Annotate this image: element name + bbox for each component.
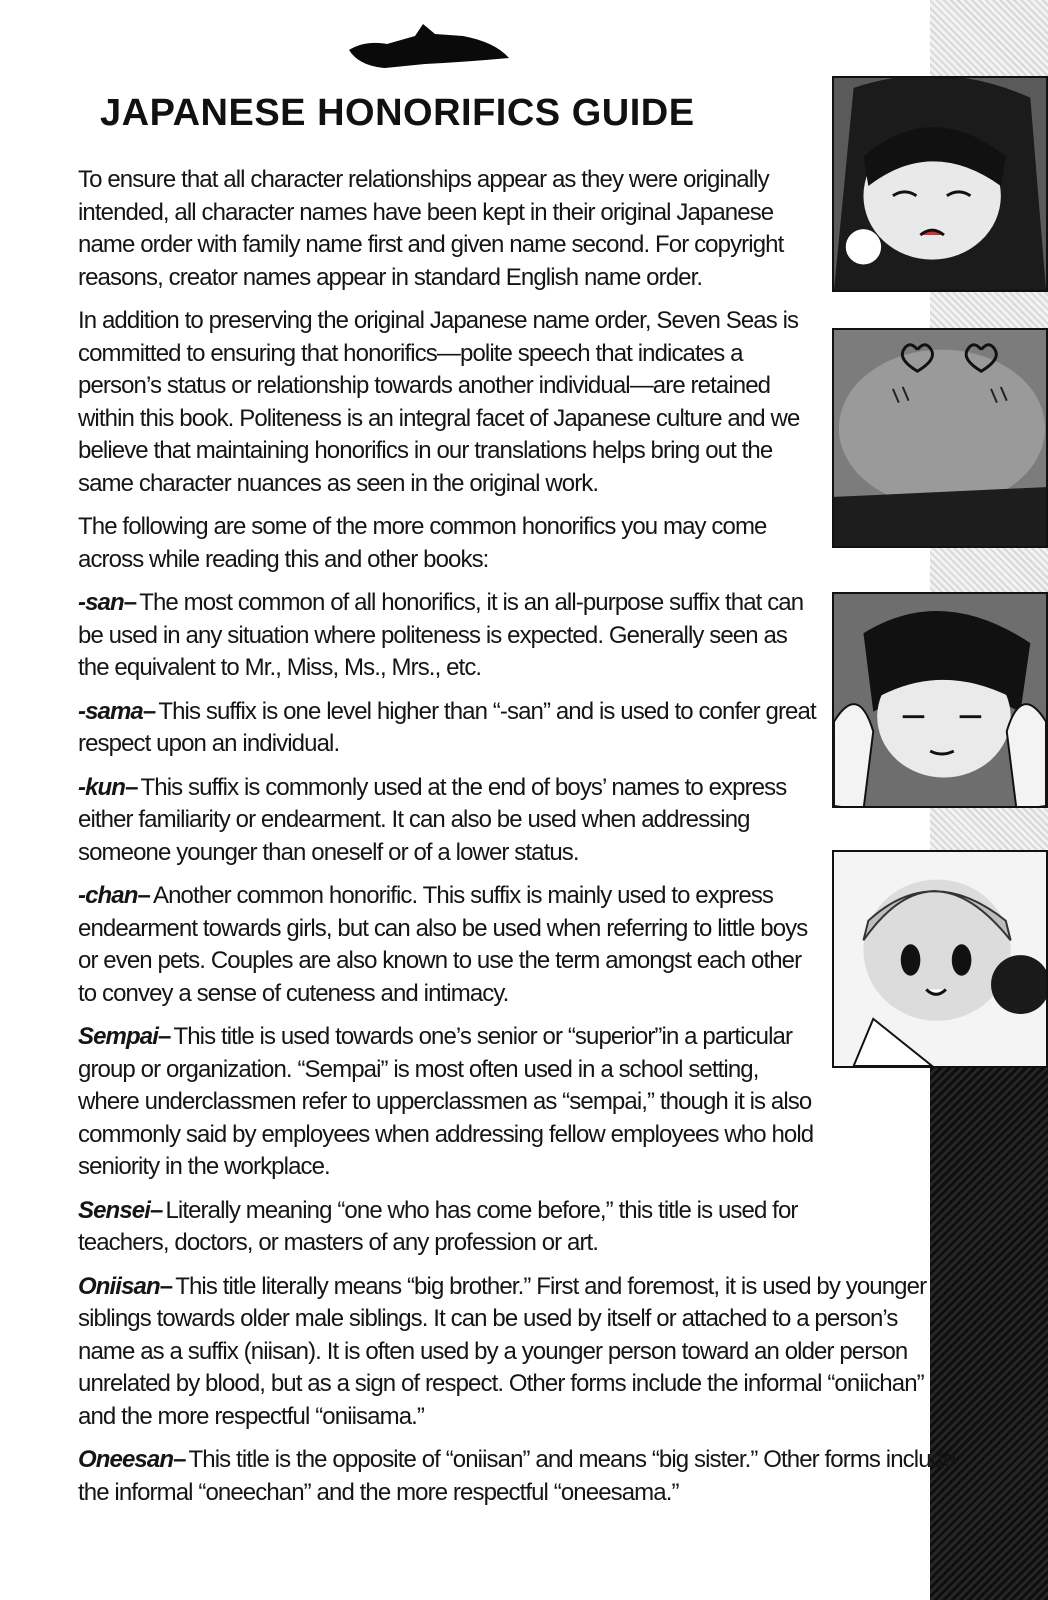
honorific-term: -san bbox=[78, 589, 124, 616]
seven-seas-ship-logo bbox=[345, 18, 513, 74]
term-dash: – bbox=[149, 1196, 163, 1224]
honorific-entry bbox=[78, 1021, 818, 1184]
honorific-definition: This title literally means “big brother.” First and foremost, it is used by younger siblings towards older male siblings. It can be used by itself or attached to a person’s name as a suffix (niisan). It is often used by a younger person toward an older person unrelated by blood, but as a sign of respect. Other forms include the informal “oniichan” and the more respectful “oniisama.” bbox=[78, 1272, 927, 1430]
honorific-entry bbox=[78, 1271, 958, 1434]
honorific-definition: The most common of all honorifics, it is an all-purpose suffix that can be used in any situation where politeness is expected. Generally seen as the equivalent to Mr., Miss, Ms., Mrs., etc. bbox=[78, 589, 804, 681]
honorific-entry bbox=[78, 696, 818, 761]
honorific-term: Sensei bbox=[78, 1196, 150, 1224]
intro-paragraph: To ensure that all character relationships appear as they were originally intended, all character names have been kept in their original Japanese name order with family name first and given name second. For copyright reasons, creator names appear in standard English name order. bbox=[78, 166, 784, 291]
honorific-term: -chan bbox=[78, 882, 138, 909]
embarrassed-boy-panel bbox=[832, 592, 1048, 808]
term-dash: – bbox=[142, 697, 156, 725]
honorific-entry bbox=[78, 587, 818, 685]
honorific-term: -sama bbox=[78, 697, 143, 725]
term-dash: – bbox=[157, 1023, 171, 1050]
honorific-term: Sempai bbox=[78, 1023, 158, 1050]
intro-paragraph: The following are some of the more common honorifics you may come across while reading this and other books: bbox=[78, 513, 767, 573]
term-dash: – bbox=[173, 1446, 186, 1473]
honorific-term: Oneesan bbox=[78, 1446, 174, 1473]
honorific-definition: This suffix is commonly used at the end of boys’ names to express either familiarity or endearment. It can also be used when addressing someone younger than oneself or of a lower status. bbox=[78, 773, 787, 866]
honorific-definition: Another common honorific. This suffix is mainly used to express endearment towards girls, but can also be used when referring to little boys or even pets. Couples are also known to use the term amongst each other to convey a sense of cuteness and intimacy. bbox=[78, 882, 808, 1007]
honorific-entry bbox=[78, 1195, 818, 1260]
honorific-definition: Literally meaning “one who has come before,” this title is used for teachers, doctors, or masters of any profession or art. bbox=[78, 1196, 798, 1256]
page-title: JAPANESE HONORIFICS GUIDE bbox=[100, 92, 695, 134]
blushing-girl-panel bbox=[832, 76, 1048, 292]
honorifics-guide-body bbox=[78, 164, 956, 1520]
honorific-definition: This title is used towards one’s senior or “superior”in a particular group or organization. “Sempai” is most often used in a school setting, where underclassmen refer to upperclassmen as “sempai,” though it is also commonly said by employees when addressing fellow employees who hold seniority in the workplace. bbox=[78, 1023, 814, 1180]
intro-paragraph: In addition to preserving the original Japanese name order, Seven Seas is committed to ensuring that honorifics—polite speech that indicates a person’s status or relationship towards another individual—are retained within this book. Politeness is an integral facet of Japanese culture and we believe that maintaining honorifics in our translations helps bring out the same character nuances as seen in the original work. bbox=[78, 307, 800, 497]
honorific-term: Oniisan bbox=[78, 1272, 160, 1300]
honorific-definition: This suffix is one level higher than “-san” and is used to confer great respect upon an individual. bbox=[78, 697, 816, 757]
term-dash: – bbox=[137, 882, 150, 909]
honorific-definition: This title is the opposite of “oniisan” and means “big sister.” Other forms include the informal “oneechan” and the more respectful “oneesama.” bbox=[78, 1446, 956, 1506]
honorific-entry bbox=[78, 772, 818, 870]
term-dash: – bbox=[123, 589, 137, 616]
honorific-entry bbox=[78, 1444, 958, 1509]
cat-mouth-panel bbox=[832, 328, 1048, 548]
term-dash: – bbox=[125, 773, 138, 801]
honorific-entry bbox=[78, 880, 818, 1010]
honorific-term: -kun bbox=[78, 773, 126, 801]
term-dash: – bbox=[159, 1272, 173, 1300]
smiling-girl-panel bbox=[832, 850, 1048, 1068]
